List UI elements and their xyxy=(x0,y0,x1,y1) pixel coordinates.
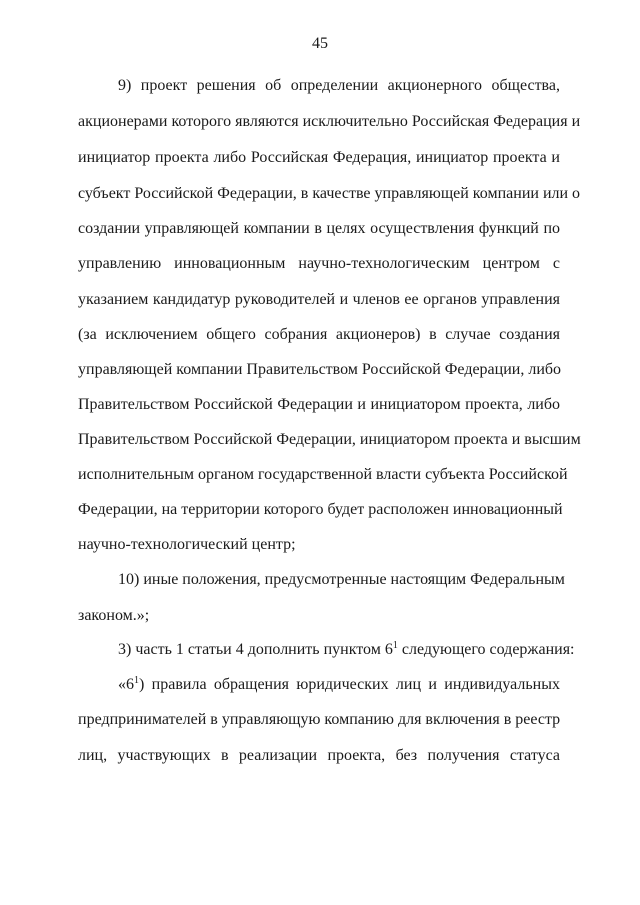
paragraph-6-1-text-before: «6 xyxy=(118,676,134,693)
paragraph-6-1-line-2: предпринимателей в управляющую компанию для включения в реестр xyxy=(78,711,561,728)
paragraph-3-line xyxy=(118,640,575,660)
paragraph-9-line-5: создании управляющей компании в целях осуществления функций по xyxy=(78,220,560,237)
paragraph-9-line-11: Правительством Российской Федерации, инициатором проекта и высшим xyxy=(78,431,581,448)
paragraph-9-line-12: исполнительным органом государственной власти субъекта Российской xyxy=(78,466,568,483)
paragraph-3-text-after: следующего содержания: xyxy=(397,641,575,658)
paragraph-6-1-line-1 xyxy=(118,675,560,695)
paragraph-10-line-2: законом.»; xyxy=(78,607,150,624)
paragraph-9-line-14: научно-технологический центр; xyxy=(78,536,296,553)
paragraph-9-line-7: указанием кандидатур руководителей и членов ее органов управления xyxy=(78,291,560,308)
paragraph-6-1-superscript: 1 xyxy=(134,675,139,686)
paragraph-9-line-6: управлению инновационным научно-технологическим центром с xyxy=(78,255,560,272)
paragraph-9-line-8: (за исключением общего собрания акционеров) в случае создания xyxy=(78,326,560,343)
paragraph-9-line-4: субъект Российской Федерации, в качестве управляющей компании или о xyxy=(78,185,581,202)
paragraph-9-line-2: акционерами которого являются исключительно Российская Федерация и xyxy=(78,113,581,130)
paragraph-9-line-3: инициатор проекта либо Российская Федерация, инициатор проекта и xyxy=(78,149,560,166)
paragraph-9-line-9: управляющей компании Правительством Российской Федерации, либо xyxy=(78,361,562,378)
paragraph-10-line-1: 10) иные положения, предусмотренные настоящим Федеральным xyxy=(118,571,565,588)
paragraph-3-superscript: 1 xyxy=(392,640,398,651)
paragraph-9-line-10: Правительством Российской Федерации и инициатором проекта, либо xyxy=(78,396,560,413)
paragraph-9-line-1: 9) проект решения об определении акционерного общества, xyxy=(118,77,560,94)
page-number: 45 xyxy=(312,35,328,52)
paragraph-6-1-text-after: ) правила обращения юридических лиц и индивидуальных xyxy=(139,676,560,693)
paragraph-6-1-line-3: лиц, участвующих в реализации проекта, без получения статуса xyxy=(78,747,560,764)
paragraph-9-line-13: Федерации, на территории которого будет расположен инновационный xyxy=(78,501,563,518)
paragraph-3-text-before: 3) часть 1 статьи 4 дополнить пунктом 6 xyxy=(118,641,393,658)
